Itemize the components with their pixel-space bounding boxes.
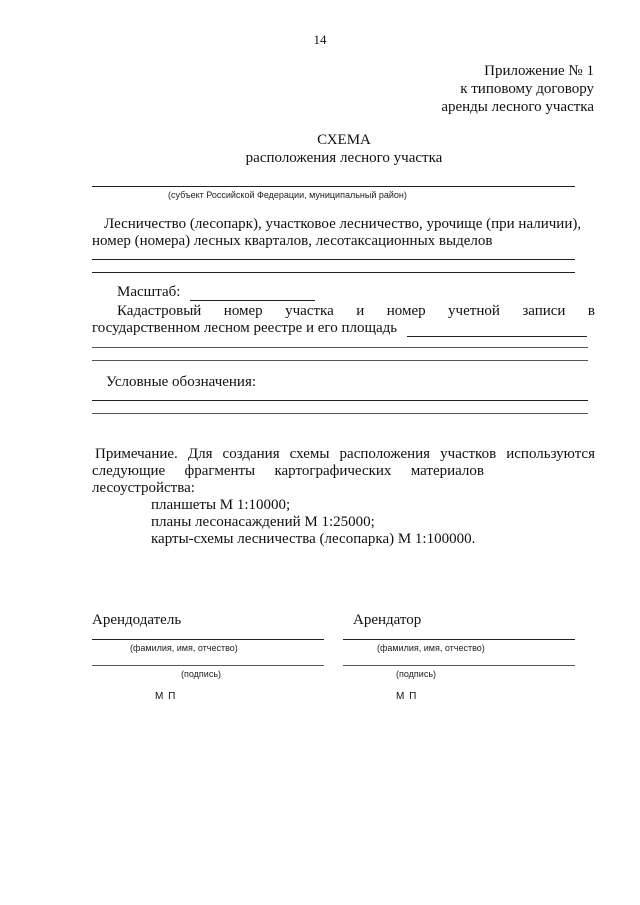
- appendix-line-2: к типовому договору: [460, 81, 594, 97]
- page-number: 14: [313, 32, 327, 47]
- subject-caption: (субъект Российской Федерации, муниципальный район): [168, 190, 407, 200]
- lessee-title: Арендатор: [353, 612, 422, 628]
- note-item-1: планшеты М 1:10000;: [151, 497, 291, 513]
- forestry-line-2: номер (номера) лесных кварталов, лесотаксационных выделов: [92, 233, 493, 249]
- note-item-2: планы лесонасаждений М 1:25000;: [151, 514, 375, 530]
- lessor-stamp-place: М П: [155, 691, 177, 702]
- lessor-name-line: [92, 639, 324, 640]
- scale-row: [117, 284, 315, 301]
- cadastral-line-1: Кадастровый номер участка и номер учетной записи в: [117, 303, 595, 319]
- lessor-sign-line: [92, 665, 324, 666]
- lessee-sign-caption: (подпись): [396, 669, 437, 679]
- lessee-sign-line: [343, 665, 575, 666]
- lessor-name-caption: (фамилия, имя, отчество): [130, 643, 238, 653]
- page-title: СХЕМА: [317, 132, 371, 148]
- area-fill-line: [407, 321, 587, 337]
- lessee-name-caption: (фамилия, имя, отчество): [377, 643, 485, 653]
- legend-label: Условные обозначения:: [106, 374, 257, 390]
- note-line-2: следующие фрагменты картографических материалов: [92, 463, 484, 479]
- lessor-sign-caption: (подпись): [181, 669, 222, 679]
- note-line-3: лесоустройства:: [92, 480, 195, 496]
- lessee-name-line: [343, 639, 575, 640]
- page-subtitle: расположения лесного участка: [245, 150, 443, 166]
- scale-label: Масштаб:: [117, 284, 181, 300]
- subject-fill-line: [92, 186, 575, 187]
- appendix-header: [441, 62, 594, 116]
- appendix-line-3: аренды лесного участка: [441, 99, 594, 115]
- lessee-stamp-place: М П: [396, 691, 418, 702]
- appendix-line-1: Приложение № 1: [484, 63, 594, 79]
- forestry-fill-line-1: [92, 259, 575, 260]
- cadastral-line-2: государственном лесном реестре и его площадь: [92, 320, 398, 336]
- scale-fill-line: [190, 285, 315, 301]
- cadastral-row-2: [92, 320, 587, 337]
- note-item-3: карты-схемы лесничества (лесопарка) М 1:100000.: [151, 531, 476, 547]
- forestry-line-1: Лесничество (лесопарк), участковое лесничество, урочище (при наличии),: [104, 216, 582, 232]
- lessor-title: Арендодатель: [92, 612, 182, 628]
- cadastral-fill-line-2: [92, 360, 588, 361]
- legend-fill-line-2: [92, 413, 588, 414]
- cadastral-fill-line-1: [92, 347, 588, 348]
- note-line-1: Примечание. Для создания схемы расположения участков используются: [95, 446, 595, 462]
- legend-fill-line-1: [92, 400, 588, 401]
- forestry-fill-line-2: [92, 272, 575, 273]
